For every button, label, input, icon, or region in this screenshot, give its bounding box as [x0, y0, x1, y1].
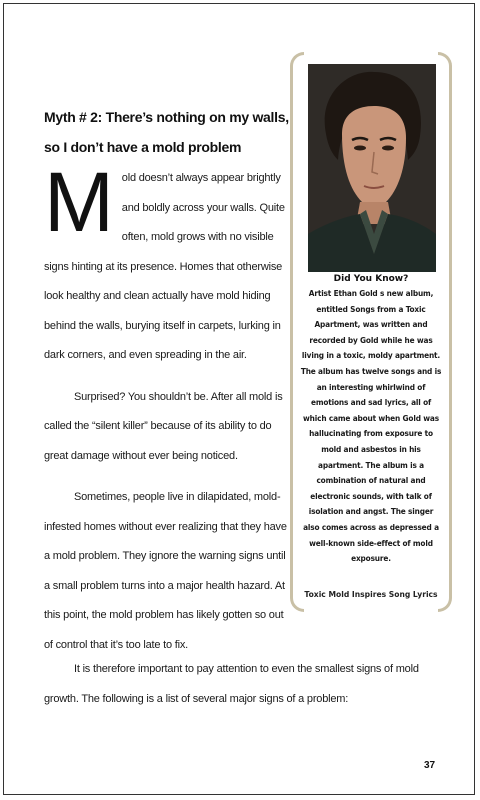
sidebar-caption: Toxic Mold Inspires Song Lyrics — [304, 590, 438, 599]
paragraph-1 — [44, 155, 288, 371]
did-you-know-sidebar — [290, 52, 452, 612]
section-heading: Myth # 2: There’s nothing on my walls, so I don’t have a mold problem — [44, 109, 289, 155]
paragraph-3: Sometimes, people live in dilapidated, mold-infested homes without ever realizing that they have a mold problem. They ignore the warning signs until a small problem turns into a major health hazard. At this point, the mold problem has likely gotten so out of control that it’s too late to fix. — [44, 491, 287, 651]
portrait-illustration — [308, 64, 436, 272]
drop-cap: M — [44, 155, 114, 249]
paragraph-1-text: old doesn’t always appear brightly and boldly across your walls. Quite often, mold grows with no visible signs hinting at its presence. Homes that otherwise look healthy and clean actually have mold hiding behind the walls, burying itself in carpets, lurking in dark corners, and even spreading in the air. — [44, 172, 285, 361]
artist-photo — [308, 64, 436, 272]
paragraph-2: Surprised? You shouldn’t be. After all mold is called the “silent killer” because of its ability to do great damage without ever being noticed. — [44, 390, 283, 462]
full-width-column — [44, 655, 444, 714]
sidebar-title: Did You Know? — [333, 274, 409, 284]
page-number: 37 — [424, 760, 436, 771]
main-column — [44, 155, 288, 672]
sidebar-body: Artist Ethan Gold s new album, entitled Songs from a Toxic Apartment, was written and recorded by Gold while he was living in a toxic, moldy apartment. The album has twelve songs and is an interesting whirlwind of emotions and sad lyrics, all of which came about when Gold was hallucinating from exposure to mold and asbestos in his apartment. The album is a combination of natural and electronic sounds, with talk of isolation and angst. The singer also comes across as depressed a well-known side-effect of mold exposure. — [300, 288, 442, 564]
paragraph-4: It is therefore important to pay attention to even the smallest signs of mold growth. The following is a list of several major signs of a problem: — [44, 663, 419, 705]
